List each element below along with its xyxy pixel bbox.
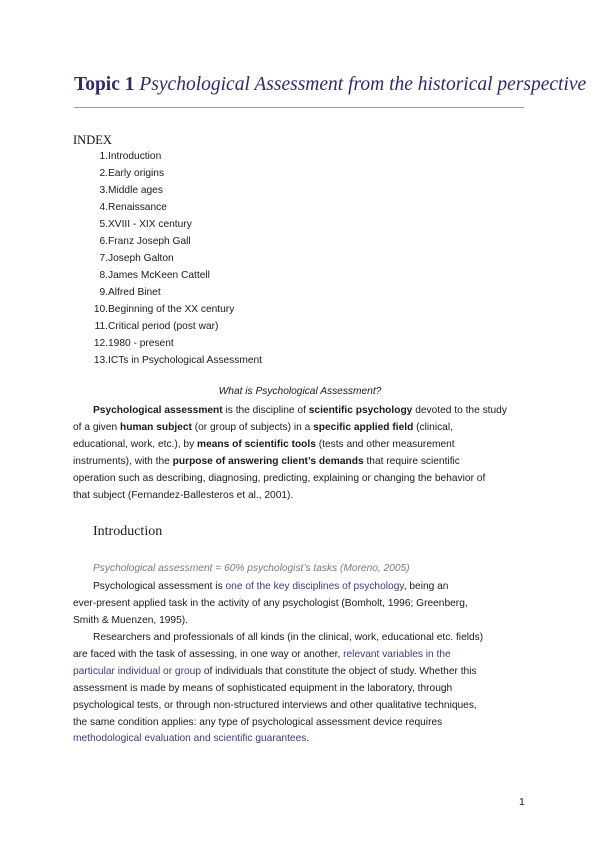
text-run: Psychological assessment is: [93, 581, 226, 592]
highlighted-text: methodological evaluation and scientific guarantees: [73, 733, 307, 745]
index-item: [73, 352, 263, 369]
text-run: are faced with the task of assessing, in one way or another,: [73, 648, 344, 660]
text-run: .: [306, 733, 310, 745]
text-line: [73, 579, 525, 596]
index-item-label: XVIII - XIX century: [108, 219, 192, 230]
index-item-label: Joseph Galton: [108, 253, 174, 264]
index-item: [73, 216, 192, 233]
text-line: operation such as describing, diagnosing, predicting, explaining or changing the behavior of: [73, 472, 486, 484]
text-line: ever-present applied task in the activity of any psychologist (Bomholt, 1996; Greenberg,: [73, 597, 468, 609]
text-line: [73, 403, 525, 420]
text-run: (tests and other measurement: [315, 438, 455, 450]
index-item-number: 7.: [99, 253, 108, 264]
text-run: educational, work, etc.), by: [73, 438, 198, 450]
bold-term: purpose of answering client’s demands: [172, 455, 364, 467]
bold-term: human subject: [120, 421, 192, 433]
highlighted-text: relevant variables in the: [343, 648, 451, 660]
index-item-number: 11.: [94, 321, 108, 332]
text-line: [73, 647, 525, 664]
index-item-label: Critical period (post war): [108, 321, 219, 332]
index-item-number: 13.: [93, 355, 108, 366]
highlighted-text: one of the key disciplines of psychology: [225, 581, 404, 592]
document-title: [74, 74, 586, 96]
text-run: , being an: [403, 581, 449, 592]
index-item: [73, 284, 161, 301]
index-item: [73, 250, 174, 267]
index-item: [73, 148, 162, 165]
bold-term: specific applied field: [313, 421, 414, 433]
index-item-number: 10.: [93, 304, 108, 315]
text-run: devoted to the study: [412, 405, 507, 416]
index-item: [73, 267, 210, 284]
index-item: [73, 301, 235, 318]
title-divider: [74, 107, 524, 108]
index-item-label: Renaissance: [108, 202, 167, 213]
text-run: of individuals that constitute the object of study. Whether this: [200, 665, 477, 677]
text-line: that subject (Fernandez-Ballesteros et al., 2001).: [73, 489, 294, 501]
index-item-label: Middle ages: [108, 185, 163, 196]
text-line: assessment is made by means of sophisticated equipment in the laboratory, through: [73, 682, 453, 694]
page-number: 1: [519, 796, 525, 808]
index-item-number: 4.: [99, 202, 108, 213]
text-line: Researchers and professionals of all kinds (in the clinical, work, educational etc. fields): [93, 632, 484, 643]
highlighted-text: particular individual or group: [73, 665, 201, 677]
index-item-number: 8.: [99, 270, 108, 281]
index-item-label: Franz Joseph Gall: [108, 236, 191, 247]
bold-term: scientific psychology: [308, 405, 413, 416]
introduction-heading: Introduction: [93, 524, 163, 539]
bold-term: means of scientific tools: [197, 438, 316, 450]
title-text: Psychological Assessment from the historical perspective: [139, 74, 587, 95]
index-item-label: 1980 - present: [108, 338, 174, 349]
text-line: [73, 454, 525, 471]
definition-paragraph: [73, 403, 525, 504]
index-item: [73, 182, 163, 199]
index-item: [73, 318, 219, 335]
index-item: [73, 335, 174, 352]
index-item: [73, 165, 165, 182]
index-item-label: Introduction: [108, 151, 162, 162]
intro-paragraph-1: [73, 579, 525, 630]
index-item: [73, 233, 191, 250]
index-item-number: 6.: [99, 236, 108, 247]
index-heading: INDEX: [73, 133, 112, 147]
text-line: [73, 420, 525, 437]
index-list: [73, 148, 263, 369]
text-run: that require scientific: [363, 455, 460, 467]
index-item-number: 12.: [93, 338, 108, 349]
index-item-number: 2.: [99, 168, 108, 179]
text-run: (or group of subjects) in a: [191, 421, 314, 433]
definition-heading: What is Psychological Assessment?: [218, 386, 382, 397]
text-line: [73, 437, 525, 454]
text-line: the same condition applies: any type of psychological assessment device requires: [73, 716, 443, 728]
text-line: Smith & Muenzen, 1995).: [73, 614, 188, 626]
intro-paragraph-2: [73, 630, 525, 748]
text-line: [73, 731, 525, 748]
index-item-label: Early origins: [108, 168, 165, 179]
index-item-number: 1.: [99, 151, 108, 162]
title-topic-number: Topic 1: [74, 74, 135, 95]
text-run: is the discipline of: [222, 405, 309, 416]
index-item-label: Beginning of the XX century: [108, 304, 235, 315]
bold-term: Psychological assessment: [93, 405, 223, 416]
text-run: (clinical,: [413, 421, 453, 433]
index-item: [73, 199, 167, 216]
index-item-label: Alfred Binet: [108, 287, 161, 298]
index-item-number: 9.: [99, 287, 108, 298]
text-run: of a given: [73, 421, 121, 433]
index-item-number: 3.: [99, 185, 108, 196]
index-item-label: ICTs in Psychological Assessment: [108, 355, 263, 366]
text-line: psychological tests, or through non-structured interviews and other qualitative techniques,: [73, 699, 477, 711]
index-item-label: James McKeen Cattell: [108, 270, 210, 281]
index-item-number: 5.: [99, 219, 108, 230]
text-run: instruments), with the: [73, 455, 173, 467]
text-line: [73, 664, 525, 681]
intro-quote: Psychological assessment = 60% psychologist’s tasks (Moreno, 2005): [93, 563, 410, 574]
